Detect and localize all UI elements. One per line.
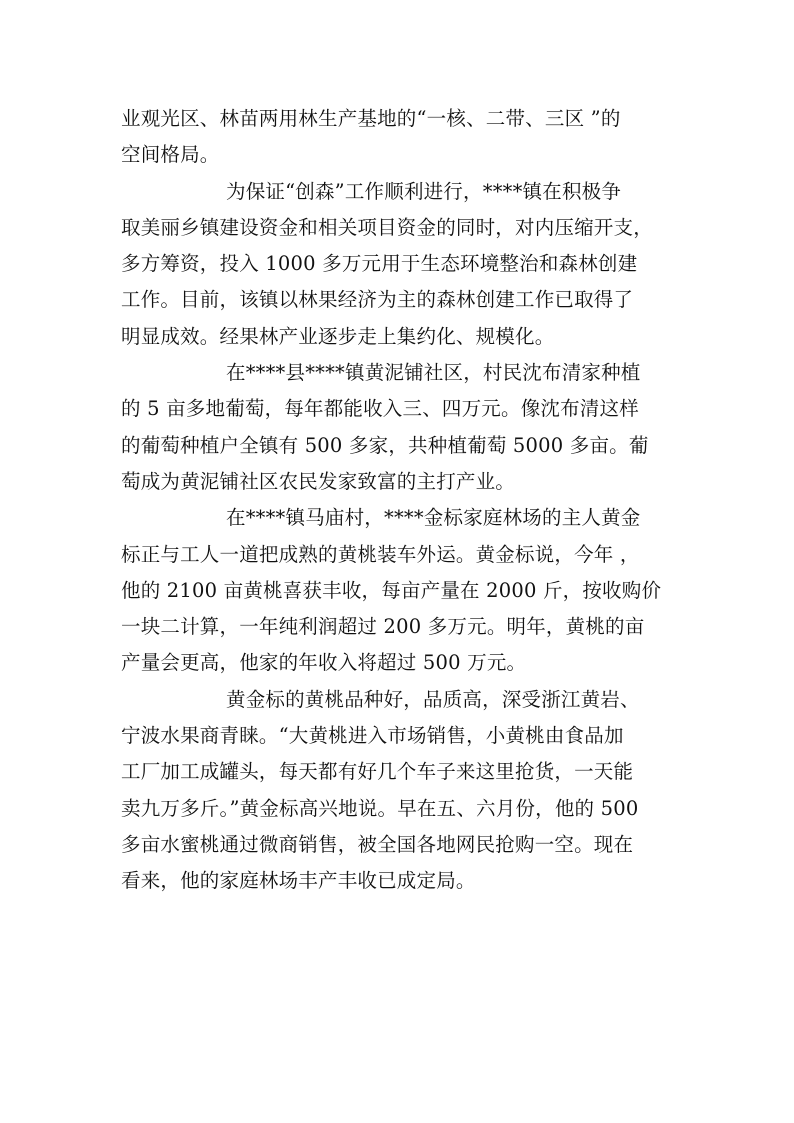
- text-line: 看来，他的家庭林场丰产丰收已成定局。: [121, 869, 476, 893]
- text-line: 萄成为黄泥铺社区农民发家致富的主打产业。: [121, 469, 516, 493]
- paragraph-first-line: 为保证“创森”工作顺利进行，****镇在积极争: [226, 179, 622, 203]
- text-line: 多方筹资，投入 1000 多万元用于生态环境整治和森林创建: [121, 252, 638, 276]
- text-line: 的葡萄种植户全镇有 500 多家，共种植葡萄 5000 多亩。葡: [121, 433, 649, 457]
- text-line: 宁波水果商青睐。“大黄桃进入市场销售，小黄桃由食品加: [121, 724, 624, 748]
- text-line: 业观光区、林苗两用林生产基地的“一核、二带、三区 ”的: [121, 107, 621, 130]
- text-line: 工厂加工成罐头，每天都有好几个车子来这里抢货，一天能: [121, 760, 634, 784]
- text-line: 的 5 亩多地葡萄，每年都能收入三、四万元。像沈布清这样: [121, 397, 639, 421]
- text-line: 多亩水蜜桃通过微商销售，被全国各地网民抢购一空。现在: [121, 832, 634, 856]
- paragraph-first-line: 在****县****镇黄泥铺社区，村民沈布清家种植: [226, 361, 641, 385]
- text-line: 空间格局。: [121, 143, 220, 167]
- text-line: 取美丽乡镇建设资金和相关项目资金的同时，对内压缩开支，: [121, 215, 653, 239]
- paragraph-first-line: 在****镇马庙村，****金标家庭林场的主人黄金: [226, 506, 641, 530]
- text-line: 产量会更高，他家的年收入将超过 500 万元。: [121, 651, 527, 675]
- paragraph-first-line: 黄金标的黄桃品种好，品质高，深受浙江黄岩、: [226, 687, 640, 711]
- text-line: 工作。目前，该镇以林果经济为主的森林创建工作已取得了: [121, 288, 634, 312]
- text-line: 卖九万多斤。”黄金标高兴地说。早在五、六月份，他的 500: [121, 796, 639, 820]
- body-text: [121, 101, 677, 900]
- text-line: 他的 2100 亩黄桃喜获丰收，每亩产量在 2000 斤，按收购价: [121, 578, 662, 602]
- text-line: 一块二计算，一年纯利润超过 200 多万元。明年，黄桃的亩: [121, 615, 645, 639]
- text-line: 明显成效。经果林产业逐步走上集约化、规模化。: [121, 324, 555, 348]
- text-line: 标正与工人一道把成熟的黄桃装车外运。黄金标说，今年 ，: [121, 542, 640, 566]
